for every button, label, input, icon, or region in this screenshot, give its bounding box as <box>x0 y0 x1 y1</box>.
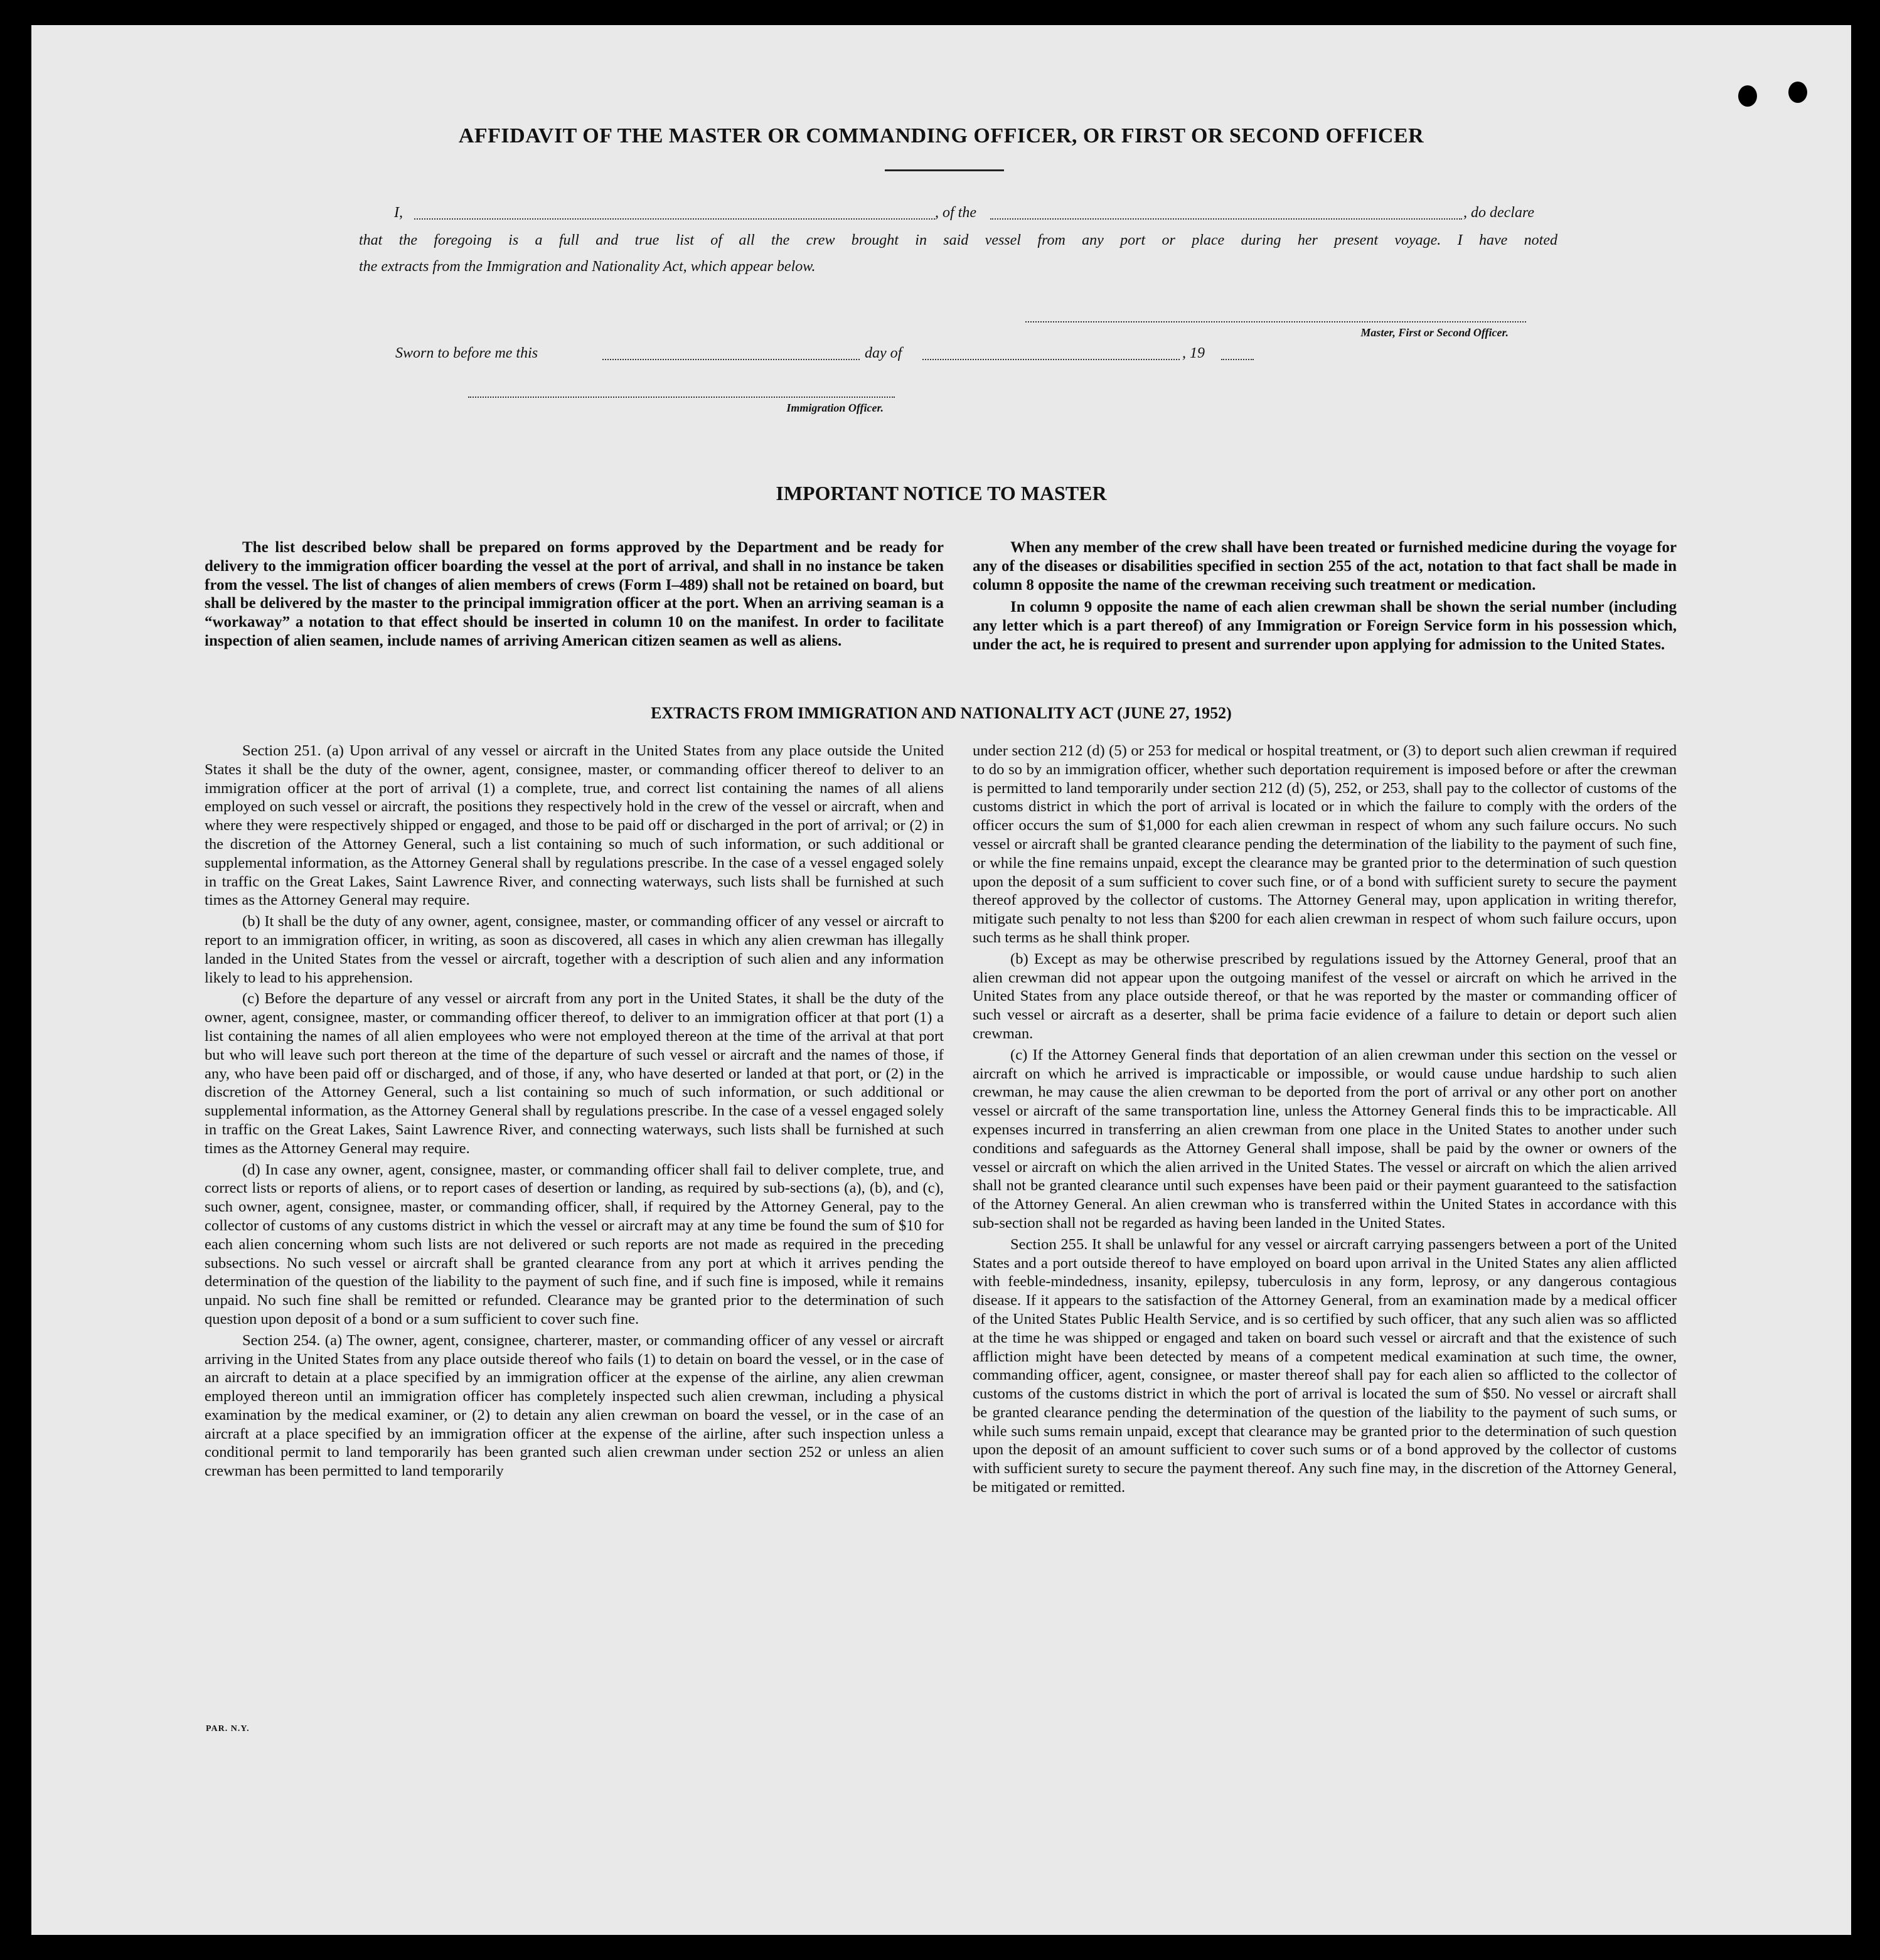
sworn-day-blank[interactable] <box>602 359 860 360</box>
notice-paragraph: When any member of the crew shall have been treated or furnished medicine during the voyage for any of the diseases or disabilities specified in section 255 of the act, notation to that fact shall be made in column 8 opposite the name of the crewman receiving such treatment or medication. <box>973 539 1677 594</box>
year-label: , 19 <box>1182 345 1205 361</box>
section-paragraph: (d) In case any owner, agent, consignee, master, or commanding officer shall fail to deliver complete, true, and correct lists or reports of aliens, or to report cases of desertion or landing, as required by sub-sections (a), (b), and (c), such owner, agent, consignee, master, or commanding officer, shall, if required by the Attorney General, pay to the collector of customs of any customs district in which the vessel or aircraft may at any time be found the sum of $10 for each alien concerning whom such lists are not delivered or such reports are not made as required in the preceding subsections. No such vessel or aircraft shall be granted clearance from any port at which it arrives pending the determination of the question of the liability to the payment of such fine, and if such fine is imposed, while it remains unpaid. No such fine shall be remitted or refunded. Clearance may be granted prior to the determination of such question upon deposit of a bond or a sum sufficient to cover such fine. <box>205 1161 944 1328</box>
notice-paragraph: In column 9 opposite the name of each alien crewman shall be shown the serial number (including any letter which is a part thereof) of any Immigration or Foreign Service form in his possession which, under the act, he is required to present and surrender upon applying for admission to the United States. <box>973 599 1677 653</box>
name-blank[interactable] <box>414 218 935 220</box>
officer-signature-label: Immigration Officer. <box>786 402 884 414</box>
month-blank[interactable] <box>922 359 1180 360</box>
affidavit-title: AFFIDAVIT OF THE MASTER OR COMMANDING OFFICER, OR FIRST OR SECOND OFFICER <box>458 124 1424 147</box>
affidavit-of-the: , of the <box>935 205 976 221</box>
day-of-label: day of <box>865 345 902 361</box>
extracts-title: EXTRACTS FROM IMMIGRATION AND NATIONALITY ACT (JUNE 27, 1952) <box>651 704 1232 722</box>
title-rule <box>885 169 1004 171</box>
section-paragraph: (c) Before the departure of any vessel or aircraft from any port in the United States, it shall be the duty of the owner, agent, consignee, master, or commanding officer thereof, to deliver to an immigration officer at that port (1) a list containing the names of all alien employees who were not employed thereon at the time of the arrival at that port but who will leave such port thereon at the time of the departure of such vessel or aircraft and the names of those, if any, who have been paid off or discharged, and of those, if any, who have deserted or landed at that port, or (2) in the discretion of the Attorney General, such a list containing so much of such information, or such additional or supplemental information, as the Attorney General shall by regulations prescribe. In the case of a vessel engaged solely in traffic on the Great Lakes, Saint Lawrence River, and connecting waterways, such lists shall be furnished at such times as the Attorney General may require. <box>205 990 944 1157</box>
section-paragraph: (b) It shall be the duty of any owner, agent, consignee, master, or commanding officer of any vessel or aircraft to report to an immigration officer, in writing, as soon as discovered, all cases in which any alien crewman has illegally landed in the United States from the vessel or aircraft, together with a description of such alien and any information likely to lead to his apprehension. <box>205 913 944 986</box>
affidavit-line-3: the extracts from the Immigration and Nationality Act, which appear below. <box>359 258 816 275</box>
affidavit-declare: , do declare <box>1463 205 1535 221</box>
notice-title: IMPORTANT NOTICE TO MASTER <box>776 482 1107 504</box>
printer-mark: PAR. N.Y. <box>206 1724 250 1734</box>
section-paragraph: (b) Except as may be otherwise prescribed by regulations issued by the Attorney General, proof that an alien crewman did not appear upon the outgoing manifest of the vessel or aircraft on which he arrived in the United States from any place outside thereof, or that he was reported by the master or commanding officer of such vessel or aircraft as a deserter, shall be prima facie evidence of a failure to detain or deport such alien crewman. <box>973 950 1677 1042</box>
notice-left <box>205 538 944 653</box>
year-blank[interactable] <box>1221 359 1254 360</box>
punch-hole <box>1738 85 1757 107</box>
section-paragraph: under section 212 (d) (5) or 253 for medical or hospital treatment, or (3) to deport such alien crewman if required to do so by an immigration officer, whether such deportation requirement is imposed before or after the crewman is permitted to land temporarily under section 212 (d) (5), 252, or 253, shall pay to the collector of customs of the customs district in which the port of arrival is located or in which the failure to comply with the orders of the officer occurs the sum of $1,000 for each alien crewman in respect of whom any such failure occurs. No such vessel or aircraft shall be granted clearance pending the determination of the liability to the payment of such fine, or while the fine remains unpaid, except the clearance may be granted prior to the determination of such question upon the deposit of a sum sufficient to cover such fine, or of a bond with sufficient surety to secure the payment thereof approved by the collector of customs. The Attorney General may, upon application in writing therefor, mitigate such penalty to not less than $200 for each alien crewman in respect of whom such failure occurs, upon such terms as he shall think proper. <box>973 742 1677 946</box>
extracts-left-column <box>205 742 944 1483</box>
notice-paragraph: The list described below shall be prepared on forms approved by the Department and be ready for delivery to the immigration officer boarding the vessel at the port of arrival, and shall in no instance be taken from the vessel. The list of changes of alien members of crews (Form I–489) shall not be retained on board, but shall be delivered by the master to the principal immigration officer at the port. When an arriving seaman is a “workaway” a notation to that effect should be inserted in column 10 on the manifest. In order to facilitate inspection of alien seamen, include names of arriving American citizen seamen as well as aliens. <box>205 539 944 649</box>
document-page <box>31 25 1851 1935</box>
section-paragraph: Section 255. It shall be unlawful for any vessel or aircraft carrying passengers between a port of the United States and a port outside thereof to have employed on board upon arrival in the United States any alien afflicted with feeble-mindedness, insanity, epilepsy, tuberculosis in any form, leprosy, or any dangerous contagious disease. If it appears to the satisfaction of the Attorney General, from an examination made by a medical officer of the United States Public Health Service, and is so certified by such officer, that any such alien was so afflicted at the time he was shipped or engaged and taken on board such vessel or aircraft and that the existence of such affliction might have been detected by means of a competent medical examination at such time, the owner, commanding officer, agent, consignee, or master thereof shall pay for each alien so afflicted to the collector of customs of the customs district in which the port of arrival is located the sum of $50. No vessel or aircraft shall be granted clearance pending the determination of the question of the liability to the payment of such sums, or while such sums remain unpaid, except that clearance may be granted prior to the determination of such question upon the deposit of an amount sufficient to cover such sums or of a bond approved by the collector of customs with sufficient surety to secure the payment thereof. Any such fine may, in the discretion of the Attorney General, be mitigated or remitted. <box>973 1235 1677 1496</box>
notice-right <box>973 538 1677 657</box>
punch-hole <box>1788 82 1807 103</box>
extracts-right-column <box>973 742 1677 1499</box>
section-paragraph: (c) If the Attorney General finds that deportation of an alien crewman under this section on the vessel or aircraft on which he arrived is impracticable or impossible, or would cause undue hardship to such alien crewman, he may cause the alien crewman to be deported from the port of arrival or any other port on another vessel or aircraft of the same transportation line, unless the Attorney General finds this to be impracticable. All expenses incurred in transferring an alien crewman from one place in the United States to another under such conditions and safeguards as the Attorney General shall impose, shall be paid by the owner or owners of the vessel or aircraft on which the alien arrived in the United States. The vessel or aircraft on which the alien arrived shall not be granted clearance until such expenses have been paid or their payment guaranteed to the satisfaction of the Attorney General. An alien crewman who is transferred within the United States in accordance with this sub-section shall not be regarded as having been landed in the United States. <box>973 1046 1677 1232</box>
officer-signature-line[interactable] <box>468 397 895 398</box>
section-paragraph: Section 251. (a) Upon arrival of any vessel or aircraft in the United States from any place outside the United States it shall be the duty of the owner, agent, consignee, master, or commanding officer thereof to deliver to an immigration officer at the port of arrival (1) a complete, true, and correct list containing the names of all aliens employed on such vessel or aircraft, the positions they respectively hold in the crew of the vessel or aircraft, when and where they were respectively shipped or engaged, and those to be paid off or discharged in the port of arrival; or (2) in the discretion of the Attorney General, such a list containing so much of such information, or such additional or supplemental information, as the Attorney General shall by regulations prescribe. In the case of a vessel engaged solely in traffic on the Great Lakes, Saint Lawrence River, and connecting waterways, such lists shall be furnished at such times as the Attorney General may require. <box>205 742 944 909</box>
affidavit-i: I, <box>394 205 403 221</box>
master-signature-label: Master, First or Second Officer. <box>1360 326 1509 339</box>
affidavit-line-2: that the foregoing is a full and true list of all the crew brought in said vessel from any port or place during her present voyage. I have noted <box>359 232 1557 248</box>
master-signature-line[interactable] <box>1025 321 1526 322</box>
vessel-blank[interactable] <box>990 218 1462 220</box>
sworn-label: Sworn to before me this <box>395 345 538 361</box>
section-paragraph: Section 254. (a) The owner, agent, consignee, charterer, master, or commanding officer of any vessel or aircraft arriving in the United States from any place outside thereof who fails (1) to detain on board the vessel, or in the case of an aircraft to detain at a place specified by an immigration officer at the expense of the airline, any alien crewman employed thereon until an immigration officer has completely inspected such alien crewman, including a physical examination by the medical examiner, or (2) to detain any alien crewman on board the vessel, or in the case of an aircraft at a place specified by an immigration officer at the expense of the airline, after such inspection unless a conditional permit to land temporarily has been granted such alien crewman under section 252 or unless an alien crewman has been permitted to land temporarily <box>205 1331 944 1480</box>
